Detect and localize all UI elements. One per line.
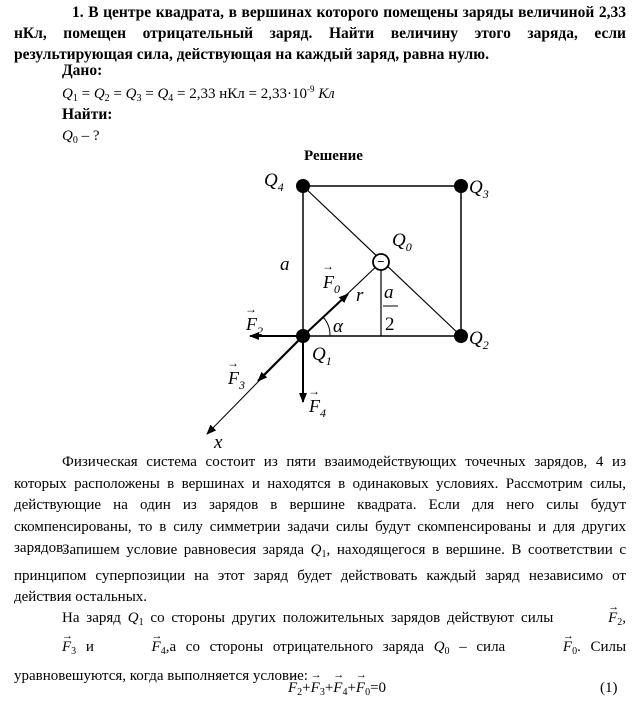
- given-label: Дано:: [62, 62, 103, 79]
- given-formula: $Q_1 = Q_2 = Q_3 = Q_4 = 2,33$ нКл = $2,33\cdot 10^{-9}$ Кл: [62, 84, 335, 104]
- charge-q1: [296, 329, 310, 343]
- paragraph-1: Физическая система состоит из пяти взаимодействующих точечных зарядов, 4 из которых расположены в вершинах и находятся в одинаковых условиях. Рассмотрим силы, действующие на один из зарядов в вершине квадрата. Если для него силы будут скомпенсированы, то в силу симметрии задачи силы будут скомпенсированы и для других зарядов.: [14, 454, 626, 556]
- f3-vector-arrow: →: [227, 356, 239, 370]
- paragraph-3: На заряд $Q_1$ со стороны других положительных зарядов действуют силы → $F_2$, → $F_3$ $и \to F_4,а$ со стороны отрицательного заряда $Q_0$ – сила → $F_0$. Силы уравновешуются, когда выполняется условие:: [14, 606, 626, 688]
- f2-vector-arrow: →: [245, 302, 257, 316]
- q0-minus-sign: −: [377, 254, 385, 269]
- label-half-num: a: [384, 282, 394, 303]
- label-alpha: α: [333, 316, 343, 337]
- label-q4: $Q_4$: [264, 170, 284, 194]
- label-f3: $F_3$: [228, 368, 245, 392]
- charge-q2: [454, 329, 468, 343]
- label-f0: $F_0$: [323, 272, 340, 296]
- label-q1: $Q_1$: [312, 344, 332, 368]
- label-q2: $Q_2$: [469, 328, 489, 352]
- equation-number: (1): [600, 680, 618, 696]
- label-r: r: [356, 285, 364, 306]
- label-q3: $Q_3$: [469, 177, 489, 201]
- paragraph-2: Запишем условие равновесия заряда $Q_1$, находящегося в вершине. В соответствии с принципом суперпозиции на этот заряд будет действовать каждый заряд независимо от действия остальных.: [14, 542, 627, 605]
- label-x: x: [214, 432, 223, 453]
- charge-q3: [454, 179, 468, 193]
- f3-arrow: [258, 336, 303, 381]
- label-q0: $Q_0$: [392, 230, 412, 254]
- label-f4: $F_4$: [309, 396, 326, 420]
- solution-label: Решение: [304, 148, 363, 164]
- alpha-arc: [323, 317, 330, 336]
- find-formula: $Q_0$ – ?: [62, 128, 100, 146]
- equation-1: → $F_2+\to F_3+\to F_4+\to F_0=0$: [288, 680, 386, 698]
- problem-title: 1. В центре квадрата, в вершинах которого помещены заряды величиной 2,33 нКл, помещен отрицательный заряд. Найти величину этого заряда, если результирующая сила, действующая на каждый заряд, равна нулю.: [14, 4, 626, 63]
- find-label: Найти:: [62, 106, 113, 123]
- label-f2: $F_2$: [246, 314, 263, 338]
- label-half-den: 2: [385, 314, 395, 335]
- f4-vector-arrow: →: [308, 384, 320, 398]
- f0-vector-arrow: →: [322, 259, 334, 273]
- charge-q4: [296, 179, 310, 193]
- label-side-a: a: [280, 254, 290, 275]
